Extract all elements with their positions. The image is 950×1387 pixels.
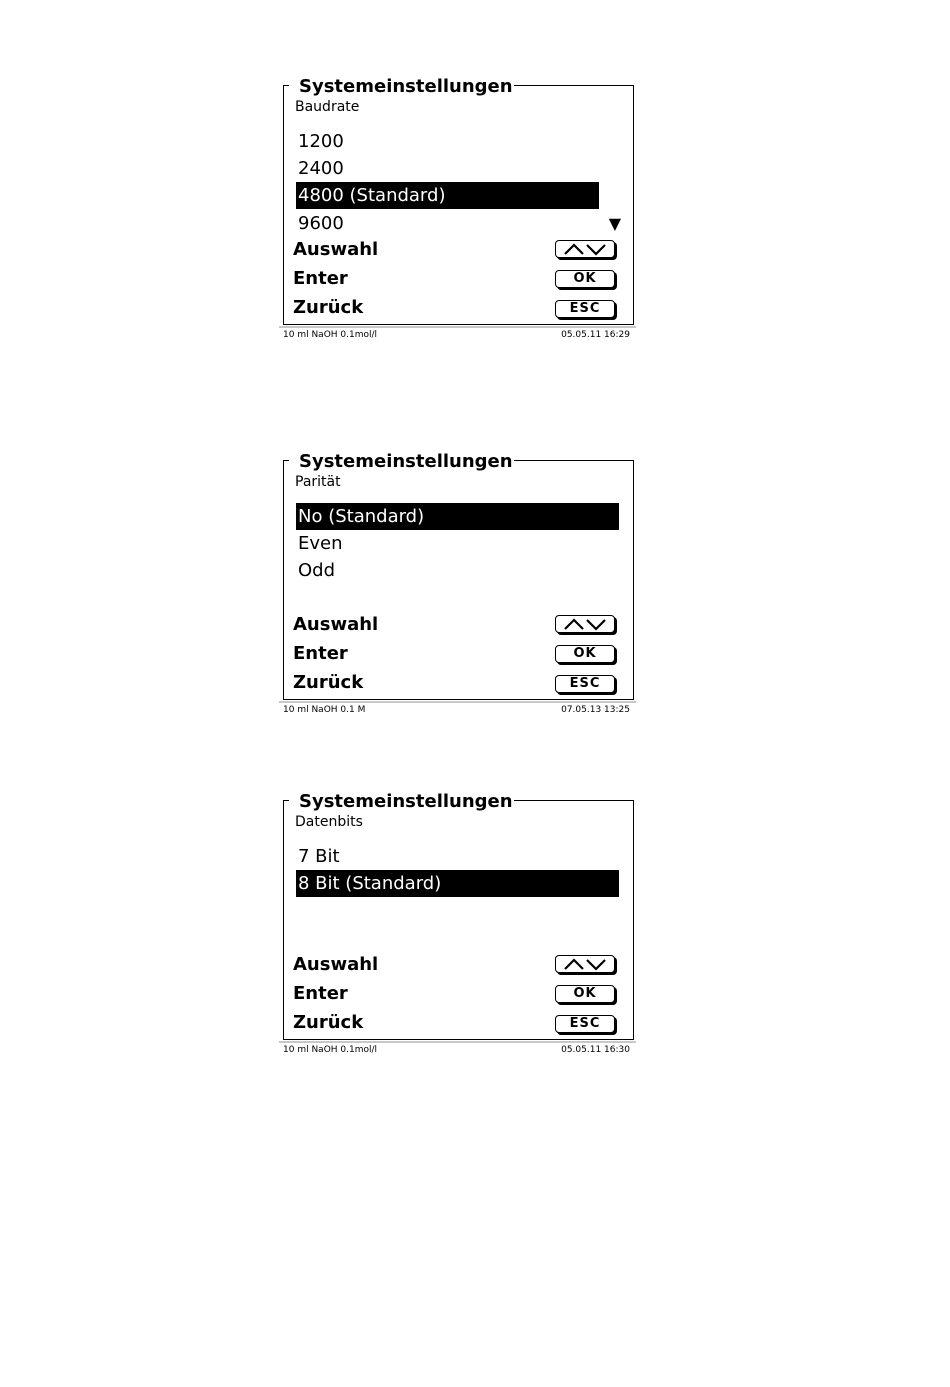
enter-label: Enter xyxy=(293,268,348,289)
ok-button[interactable]: OK xyxy=(555,985,615,1003)
status-bar xyxy=(279,326,636,342)
auswahl-label: Auswahl xyxy=(293,954,379,975)
screen-subtitle: Baudrate xyxy=(295,99,360,115)
screen-subtitle: Datenbits xyxy=(295,814,363,830)
screen-title: Systemeinstellungen xyxy=(299,76,513,97)
zurueck-label: Zurück xyxy=(293,1012,364,1033)
status-reagent: 10 ml NaOH 0.1mol/l xyxy=(283,1045,378,1055)
up-down-arrows-icon xyxy=(560,617,610,631)
status-bar xyxy=(279,1041,636,1057)
enter-label: Enter xyxy=(293,643,348,664)
up-down-arrows-icon xyxy=(560,242,610,256)
status-datetime: 05.05.11 16:29 xyxy=(561,330,630,340)
option-2400[interactable]: 2400 xyxy=(298,158,344,179)
zurueck-label: Zurück xyxy=(293,297,364,318)
screen-title: Systemeinstellungen xyxy=(299,791,513,812)
up-down-select-button[interactable] xyxy=(555,955,615,973)
esc-button[interactable]: ESC xyxy=(555,300,615,318)
status-reagent: 10 ml NaOH 0.1mol/l xyxy=(283,330,378,340)
status-datetime: 07.05.13 13:25 xyxy=(561,705,630,715)
screen-title: Systemeinstellungen xyxy=(299,451,513,472)
esc-button[interactable]: ESC xyxy=(555,1015,615,1033)
option-9600[interactable]: 9600 xyxy=(298,213,344,234)
display-frame xyxy=(283,791,634,1040)
zurueck-label: Zurück xyxy=(293,672,364,693)
ok-button[interactable]: OK xyxy=(555,270,615,288)
down-triangle-icon: ▼ xyxy=(608,214,621,233)
option-8-bit-selected[interactable]: 8 Bit (Standard) xyxy=(296,870,619,897)
status-datetime: 05.05.11 16:30 xyxy=(561,1045,630,1055)
display-frame xyxy=(283,451,634,700)
up-down-select-button[interactable] xyxy=(555,615,615,633)
up-down-select-button[interactable] xyxy=(555,240,615,258)
status-reagent: 10 ml NaOH 0.1 M xyxy=(283,705,366,715)
ok-button[interactable]: OK xyxy=(555,645,615,663)
option-even[interactable]: Even xyxy=(298,533,343,554)
option-odd[interactable]: Odd xyxy=(298,560,336,581)
auswahl-label: Auswahl xyxy=(293,239,379,260)
status-bar xyxy=(279,701,636,717)
esc-button[interactable]: ESC xyxy=(555,675,615,693)
display-frame xyxy=(283,76,634,325)
screen-subtitle: Parität xyxy=(295,474,341,490)
option-4800-selected[interactable]: 4800 (Standard) xyxy=(296,182,599,209)
enter-label: Enter xyxy=(293,983,348,1004)
option-1200[interactable]: 1200 xyxy=(298,131,344,152)
auswahl-label: Auswahl xyxy=(293,614,379,635)
up-down-arrows-icon xyxy=(560,957,610,971)
option-7-bit[interactable]: 7 Bit xyxy=(298,846,340,867)
option-no-selected[interactable]: No (Standard) xyxy=(296,503,619,530)
